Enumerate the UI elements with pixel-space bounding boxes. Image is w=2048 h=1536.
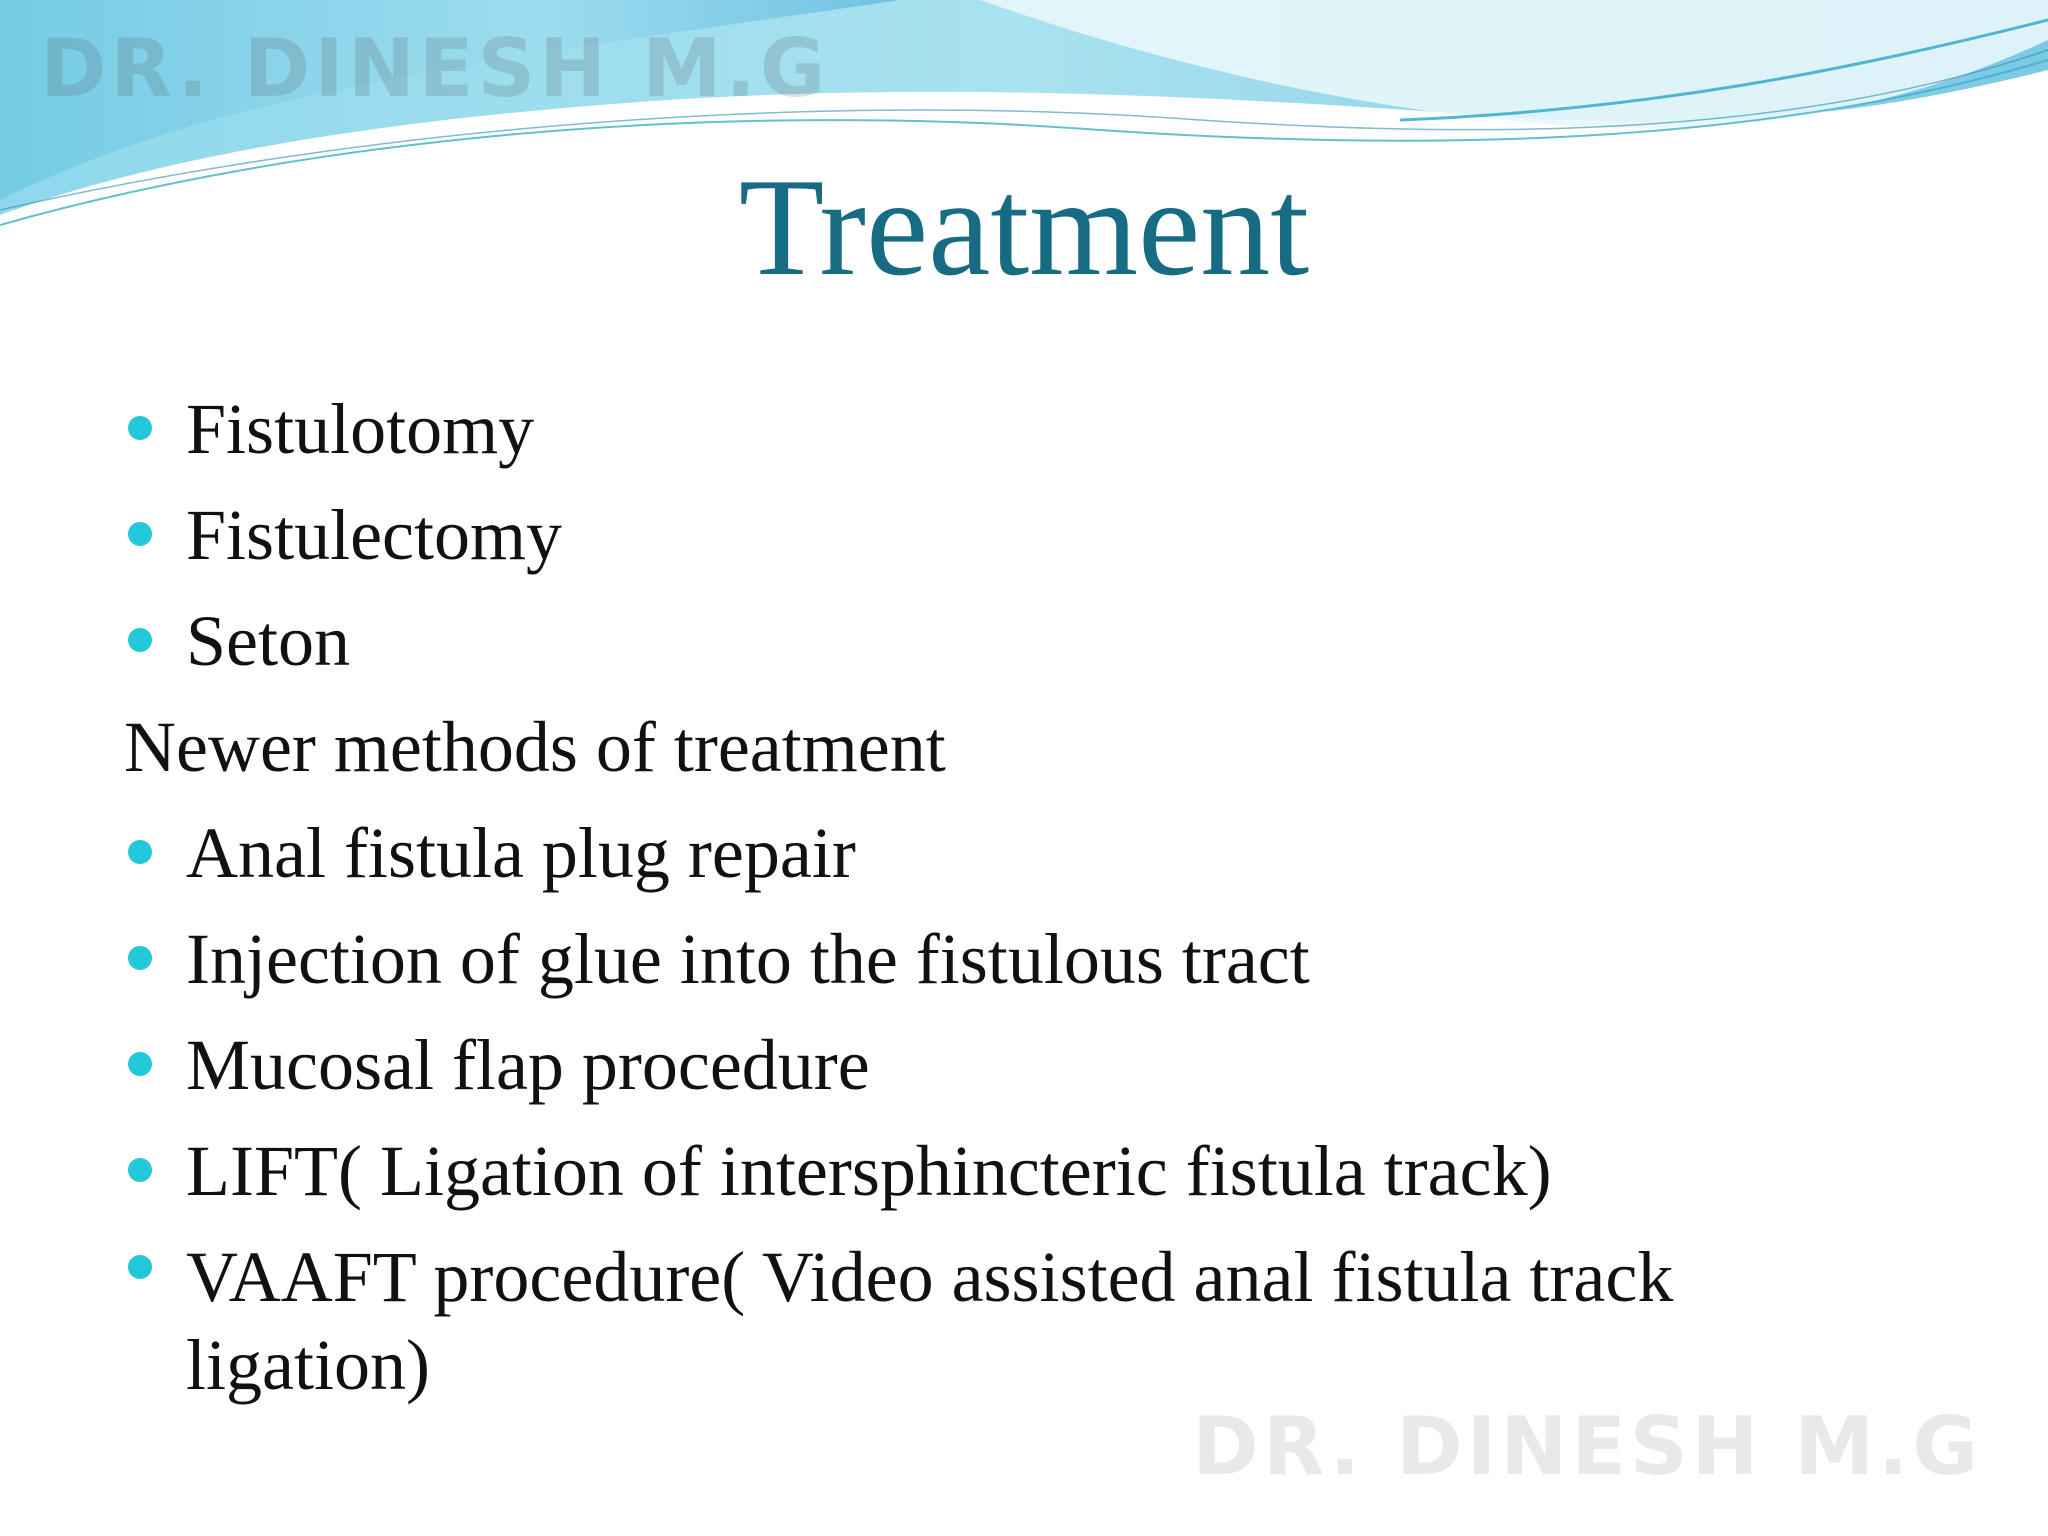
bullet-dot-icon bbox=[128, 1158, 152, 1182]
section-subheading bbox=[124, 694, 1984, 800]
list-item bbox=[124, 800, 1984, 906]
bullet-dot-icon bbox=[128, 840, 152, 864]
bullet-dot-icon bbox=[128, 522, 152, 546]
list-item-text: Fistulotomy bbox=[186, 389, 535, 469]
list-item-text: Fistulectomy bbox=[186, 495, 562, 575]
list-item-text: Anal fistula plug repair bbox=[186, 813, 856, 893]
list-item bbox=[124, 376, 1984, 482]
list-item bbox=[124, 1012, 1984, 1118]
bullet-dot-icon bbox=[128, 1052, 152, 1076]
slide-content bbox=[124, 376, 1984, 1409]
bullet-dot-icon bbox=[128, 416, 152, 440]
bullet-dot-icon bbox=[128, 1255, 152, 1279]
list-item-text: Mucosal flap procedure bbox=[186, 1025, 870, 1105]
list-item bbox=[124, 906, 1984, 1012]
list-item-text: VAAFT procedure( Video assisted anal fistula track ligation) bbox=[186, 1237, 1674, 1405]
bullet-dot-icon bbox=[128, 628, 152, 652]
subheading-text: Newer methods of treatment bbox=[124, 707, 946, 787]
list-item bbox=[124, 1118, 1984, 1224]
slide-title: Treatment bbox=[738, 150, 1310, 305]
list-item-text: Seton bbox=[186, 601, 351, 681]
list-item-text: Injection of glue into the fistulous tract bbox=[186, 919, 1310, 999]
bullet-dot-icon bbox=[128, 946, 152, 970]
list-item bbox=[124, 1224, 1886, 1409]
watermark-bottom: DR. DINESH M.G bbox=[1192, 1400, 1982, 1493]
list-item bbox=[124, 482, 1984, 588]
list-item-text: LIFT( Ligation of intersphincteric fistula track) bbox=[186, 1131, 1552, 1211]
watermark-top: DR. DINESH M.G bbox=[40, 22, 830, 115]
list-item bbox=[124, 588, 1984, 694]
